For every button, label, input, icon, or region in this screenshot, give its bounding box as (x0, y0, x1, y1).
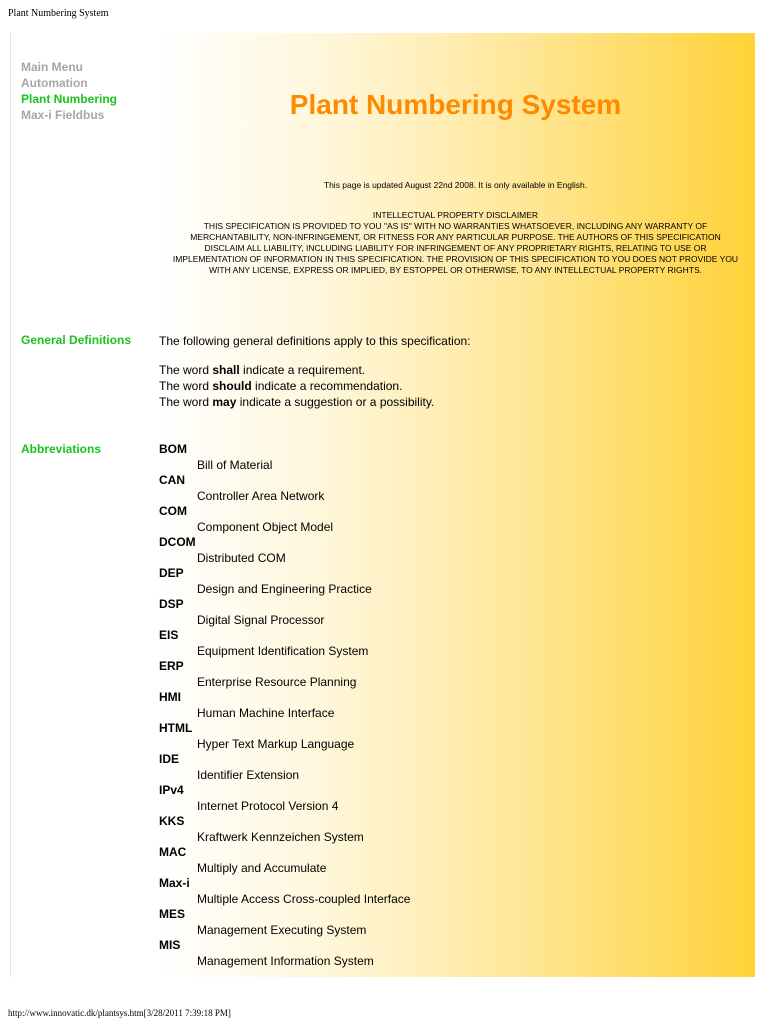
abbreviations-label: Abbreviations (21, 442, 102, 456)
abbr-description: Equipment Identification System (197, 643, 369, 658)
abbr-description: Distributed COM (197, 550, 286, 565)
nav-maxi-fieldbus[interactable]: Max-i Fieldbus (21, 108, 105, 122)
definition-prefix: The word (159, 379, 213, 393)
abbr-term: IPv4 (159, 783, 184, 797)
nav-main-menu[interactable]: Main Menu (21, 60, 83, 74)
general-definitions-label: General Definitions (21, 333, 132, 347)
definition-meaning: indicate a recommendation. (251, 379, 403, 393)
abbr-term: KKS (159, 814, 185, 828)
definition-line (159, 378, 471, 394)
abbr-description: Kraftwerk Kennzeichen System (197, 829, 364, 844)
print-footer-url: http://www.innovatic.dk/plantsys.htm[3/28/2011 7:39:18 PM] (8, 1008, 231, 1018)
abbr-term: DSP (159, 597, 184, 611)
side-nav (21, 59, 117, 123)
definitions-intro: The following general definitions apply to this specification: (159, 334, 471, 348)
abbr-term: DEP (159, 566, 184, 580)
abbr-description: Identifier Extension (197, 767, 300, 782)
abbr-term: BOM (159, 442, 187, 456)
disclaimer-line: THIS SPECIFICATION IS PROVIDED TO YOU "AS IS" WITH NO WARRANTIES WHATSOEVER, INCLUDING ANY WARRANTY OF (203, 221, 708, 231)
abbr-description: Design and Engineering Practice (197, 581, 372, 596)
ip-disclaimer (156, 210, 755, 276)
abbr-description: Management Executing System (197, 922, 367, 937)
definition-word: may (212, 395, 237, 409)
definition-line (159, 362, 471, 378)
nav-plant-numbering[interactable]: Plant Numbering (21, 92, 118, 106)
abbr-term: COM (159, 504, 187, 518)
nav-automation[interactable]: Automation (21, 76, 88, 90)
disclaimer-line: MERCHANTABILITY, NON-INFRINGEMENT, OR FITNESS FOR ANY PARTICULAR PURPOSE. THE AUTHORS OF THIS SPECIFICATION (190, 232, 721, 242)
disclaimer-heading: INTELLECTUAL PROPERTY DISCLAIMER (372, 210, 539, 220)
abbr-term: MES (159, 907, 186, 921)
definition-word: shall (212, 363, 240, 377)
abbr-term: DCOM (159, 535, 196, 549)
abbr-description: Internet Protocol Version 4 (197, 798, 339, 813)
definition-prefix: The word (159, 395, 213, 409)
definition-line (159, 394, 471, 410)
page-frame (10, 33, 755, 977)
definition-meaning: indicate a requirement. (239, 363, 366, 377)
abbr-term: Max-i (159, 876, 190, 890)
definition-prefix: The word (159, 363, 213, 377)
page-title: Plant Numbering System (289, 89, 622, 120)
abbr-description: Bill of Material (197, 457, 273, 472)
disclaimer-line: IMPLEMENTATION OF INFORMATION IN THIS SPECIFICATION. THE PROVISION OF THIS SPECIFICATION TO YOU DOES NOT PROVIDE YOU (172, 254, 739, 264)
abbr-description: Human Machine Interface (197, 705, 335, 720)
print-header: Plant Numbering System (8, 8, 109, 19)
abbreviations-list (159, 442, 410, 969)
abbr-description: Hyper Text Markup Language (197, 736, 355, 751)
abbr-description: Multiple Access Cross-coupled Interface (197, 891, 411, 906)
left-divider (10, 33, 11, 977)
abbr-term: MIS (159, 938, 181, 952)
abbr-term: HTML (159, 721, 193, 735)
general-definitions (159, 333, 471, 410)
abbr-term: HMI (159, 690, 181, 704)
update-note: This page is updated August 22nd 2008. It is only available in English. (323, 180, 588, 190)
disclaimer-line: DISCLAIM ALL LIABILITY, INCLUDING LIABILITY FOR INFRINGEMENT OF ANY PROPRIETARY RIGHTS, RELATING TO USE OR (204, 243, 707, 253)
abbr-description: Multiply and Accumulate (197, 860, 327, 875)
abbr-term: MAC (159, 845, 187, 859)
abbr-term: ERP (159, 659, 184, 673)
abbr-description: Management Information System (197, 953, 374, 968)
definition-meaning: indicate a suggestion or a possibility. (236, 395, 435, 409)
definition-word: should (212, 379, 252, 393)
abbr-description: Digital Signal Processor (197, 612, 325, 627)
abbr-term: CAN (159, 473, 185, 487)
abbr-term: IDE (159, 752, 180, 766)
abbr-term: EIS (159, 628, 179, 642)
disclaimer-line: WITH ANY LICENSE, EXPRESS OR IMPLIED, BY ESTOPPEL OR OTHERWISE, TO ANY INTELLECTUAL PROPERTY RIGHTS. (209, 265, 702, 275)
abbr-description: Component Object Model (197, 519, 334, 534)
abbr-description: Enterprise Resource Planning (197, 674, 357, 689)
abbr-description: Controller Area Network (197, 488, 325, 503)
